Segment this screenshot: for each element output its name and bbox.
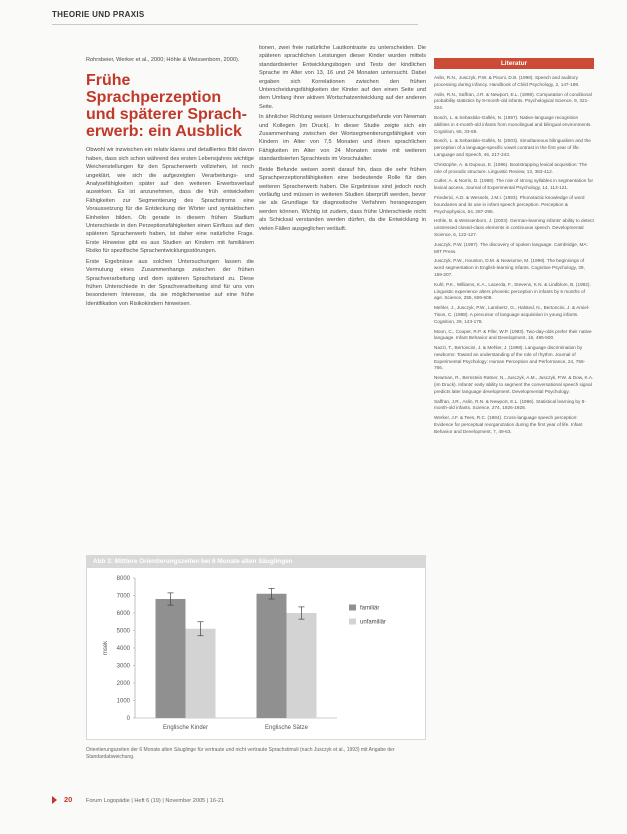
legend-swatch	[349, 619, 356, 625]
literature-entry: Bosch, L. & Sebastián-Gallés, N. (1997). Native-language recognition abilities in 4-month-old infants from monolingual and bilingual environments. Cognition, 65, 33-69.	[434, 114, 592, 134]
literature-entry: Bosch, L. & Sebastián-Gallés, N. (2003). Simultaneous bilingualism and the perception of a language-specific vowel contrast in the first year of life. Language and Speech, 46, 217-243.	[434, 138, 591, 157]
section-label: THEORIE UND PRAXIS	[52, 10, 145, 19]
intro-citation: Rohrsbeier, Werker et al., 2000; Höhle & Weissenborn, 2000).	[86, 57, 240, 63]
y-tick-label: 5000	[116, 628, 130, 635]
literature-entry: Aslin, R.N., Saffran, J.R. & Newport, E.L. (1998). Computation of conditional probability statistics by 8-month-old infants. Psychological Science, 9, 321-324.	[434, 91, 592, 111]
journal-name: Forum Logopädie	[85, 798, 130, 804]
journal-date: November 2005	[165, 798, 206, 804]
paragraph: Erste Ergebnisse aus solchen Untersuchungen lassen die Vermutung eines Zusammenhangs zwischen der frühen Sprachverarbeitung und dem späteren Sprachstand zu. Diese frühen Unterschiede in der Sprachverarbeitung sind für uns von besonderem Interesse, da sie möglicherweise auf eine frühe Identifikation von Risikokindern hinweisen.	[86, 258, 254, 307]
legend-label: unfamiliär	[360, 619, 387, 626]
literature-entry: Moon, C., Cooper, R.P. & Fifer, W.P. (1993). Two-day-olds prefer their native language. Infant Behavior and Development, 16, 495-500.	[434, 328, 592, 341]
literature-list	[434, 75, 594, 436]
paragraph: Beide Befunde weisen somit darauf hin, dass die sehr frühen Sprachperzeptionsfähigkeiten eine bedeutende Rolle für den weiteren Spracherwerb haben. Die Ergebnisse sind jedoch noch vorläufig und müssen in weiteren Studien überprüft werden, bevor sie als Grundlage für diagnostische Verfahren herangezogen werden können. Wichtig ist zudem, dass frühe Unterschiede nicht als Schicksal verstanden werden dürfen, da die Entwicklung in vielen Fällen ausgeglichen verläuft.	[259, 166, 426, 232]
article-column-1	[86, 56, 254, 310]
literature-entry: Aslin, R.N., Jusczyk, P.W. & Pisoni, D.B. (1998). Speech and auditory processing during infancy. Handbook of Child Psychology, 2, 147-198.	[434, 75, 580, 87]
chart-figure	[86, 555, 426, 740]
literature-entry: Mehler, J., Jusczyk, P.W., Lambertz, G., Halsted, N., Bertoncini, J. & Amiel-Tison, C. (1988). A precursor of language acquisition in young infants. Cognition, 29, 143-178.	[434, 305, 590, 324]
article-heading: Frühe Sprachperzeption und späterer Spracherwerb: ein Ausblick	[86, 72, 247, 141]
x-category-label: Englische Sätze	[264, 725, 309, 731]
paragraph: In ähnlicher Richtung weisen Untersuchungsbefunde von Newman und Kollegen (im Druck). In dieser Studie zeigte sich ein Zusammenhang zwischen der Wortsegmentierungsfähigkeit von Kindern im Alter von 7,5 Monaten und ihren sprachlichen Fähigkeiten im Alter von 24 Monaten sowie mit weiteren standardisierten Sprachtests im Vorschulalter.	[259, 114, 426, 163]
y-tick-label: 3000	[116, 663, 130, 670]
y-tick-label: 2000	[116, 681, 130, 687]
bar	[186, 629, 216, 718]
y-axis-label: msek	[103, 640, 109, 656]
literature-header: Literatur	[434, 58, 594, 69]
y-tick-label: 8000	[116, 576, 130, 582]
journal-pages: 16-21	[209, 798, 225, 804]
page-footer: 20 Forum Logopädie | Heft 6 (19) | November 2005 | 16-21	[64, 795, 225, 804]
y-tick-label: 7000	[116, 593, 130, 600]
legend-swatch	[349, 605, 356, 611]
y-tick-label: 1000	[116, 698, 130, 705]
legend-label: familiär	[360, 605, 380, 612]
paragraph: Obwohl wir inzwischen ein relativ klares und detailliertes Bild davon haben, dass sich schon während des ersten Lebensjahres wichtige Weichenstellungen für den Spracherwerb vollziehen, ist noch ungeklärt, wie sich die aufgezeigten Verarbeitungs- und Analysefähigkeiten später auf den weiteren Erwerbsverlauf auswirken. Es ist anzunehmen, dass die früh entwickelten Fähigkeiten zur Segmentierung des Sprachstroms eine Voraussetzung für die Entdeckung der Wörter und syntaktischen Einheiten bilden. Ob gerade in diesem frühen Stadium Unterschiede in den Perzeptionsfähigkeiten einen Einfluss auf den späteren Spracherwerb haben, ist daher eine natürliche Frage. Erste Hinweise gibt es aus Studien an Kindern mit familiärem Risiko für spezifische Sprachentwicklungsstörungen.	[86, 147, 254, 255]
literature-entry: Werker, J.F. & Tees, R.C. (1984). Cross-language speech perception: Evidence for perceptual reorganization during the first year of life. Infant Behavior and Development, 7, 49-63.	[434, 415, 583, 434]
figure-caption: Orientierungszeiten der 6 Monate alten Säuglinge für vertraute und nicht vertraute Sprachstimuli (nach Jusczyk et al., 1993) mit Angabe der Standardabweichung.	[86, 747, 395, 760]
bar	[257, 594, 287, 718]
bar	[156, 599, 186, 718]
literature-entry: Friederici, A.D. & Wessels, J.M.I. (1993). Phonotactic knowledge of word boundaries and its use in infant speech perception. Perception & Psychophysics, 54, 287-295.	[434, 194, 585, 214]
literature-column	[434, 58, 594, 439]
literature-entry: Cutler, A. & Norris, D. (1988). The role of strong syllables in segmentation for lexical access. Journal of Experimental Psychology, 14, 113-121.	[434, 178, 594, 191]
bar-chart	[87, 568, 425, 739]
literature-entry: Jusczyk, P.W., Houston, D.M. & Newsome, M. (1999). The beginnings of word segmentation in English-learning infants. Cognitive Psychology, 39, 159-207.	[434, 258, 585, 277]
x-category-label: Englische Kinder	[162, 725, 209, 731]
paragraph: tionen, zwei freie natürliche Lautkontraste zu unterscheiden. Die späteren sprachlichen Leistungen dieser Kinder wurden mittels standardisierter Entwicklungsbogen und Tests der kindlichen Sprache im Alter von 13, 16 und 24 Monaten untersucht. Dabei ergaben sich Korrelationen zwischen den frühen Unterscheidungsfähigkeiten der Kinder auf den einen Seite und dem Umfang ihrer aktiven Wortschatzentwicklung auf der anderen Seite.	[259, 45, 426, 110]
y-tick-label: 6000	[116, 611, 130, 617]
literature-entry: Kuhl, P.K., Williams, K.A., Lacerda, F., Stevens, K.N. & Lindblom, B. (1992). Linguistic experience alters phonetic perception in infants by 6 months of age. Science, 255, 606-608.	[434, 281, 591, 301]
article-column-2	[259, 44, 426, 235]
literature-entry: Nazzi, T., Bertoncini, J. & Mehler, J. (1998). Language discrimination by newborns: Toward an understanding of the role of rhythm. Journal of Experimental Psychology: Human Perception and Performance, 24, 756-766.	[434, 345, 586, 371]
literature-entry: Höhle, B. & Weissenborn, J. (2003). German-learning infants' ability to detect unstressed closed-class elements in continuous speech. Developmental Science, 6, 122-127.	[434, 218, 594, 237]
journal-issue: Heft 6 (19)	[134, 798, 161, 804]
literature-entry: Saffran, J.R., Aslin, R.N. & Newport, E.L. (1996). Statistical learning by 8-month-old infants. Science, 274, 1926-1928.	[434, 398, 586, 411]
y-tick-label: 0	[126, 716, 130, 722]
chart-title: Abb 3: Mittlere Orientierungszeiten bei 6 Monate alten Säuglingen	[87, 556, 425, 568]
literature-entry: Newman, R., Bernstein Ratner, N., Jusczyk, A.M., Jusczyk, P.W. & Dow, K.A. (im Druck). Infants' early ability to segment the conversational speech signal predicts later language development. Developmental Psychology.	[434, 375, 594, 394]
page-number: 20	[64, 795, 73, 804]
header-rule	[52, 24, 418, 25]
bar	[287, 613, 317, 718]
literature-entry: Christophe, A. & Dupoux, E. (1996). Bootstrapping lexical acquisition: The role of prosodic structure. Linguistic Review, 13, 383-412.	[434, 161, 588, 174]
literature-entry: Jusczyk, P.W. (1997). The discovery of spoken language. Cambridge, MA: MIT Press.	[434, 241, 588, 254]
y-tick-label: 4000	[116, 646, 130, 652]
